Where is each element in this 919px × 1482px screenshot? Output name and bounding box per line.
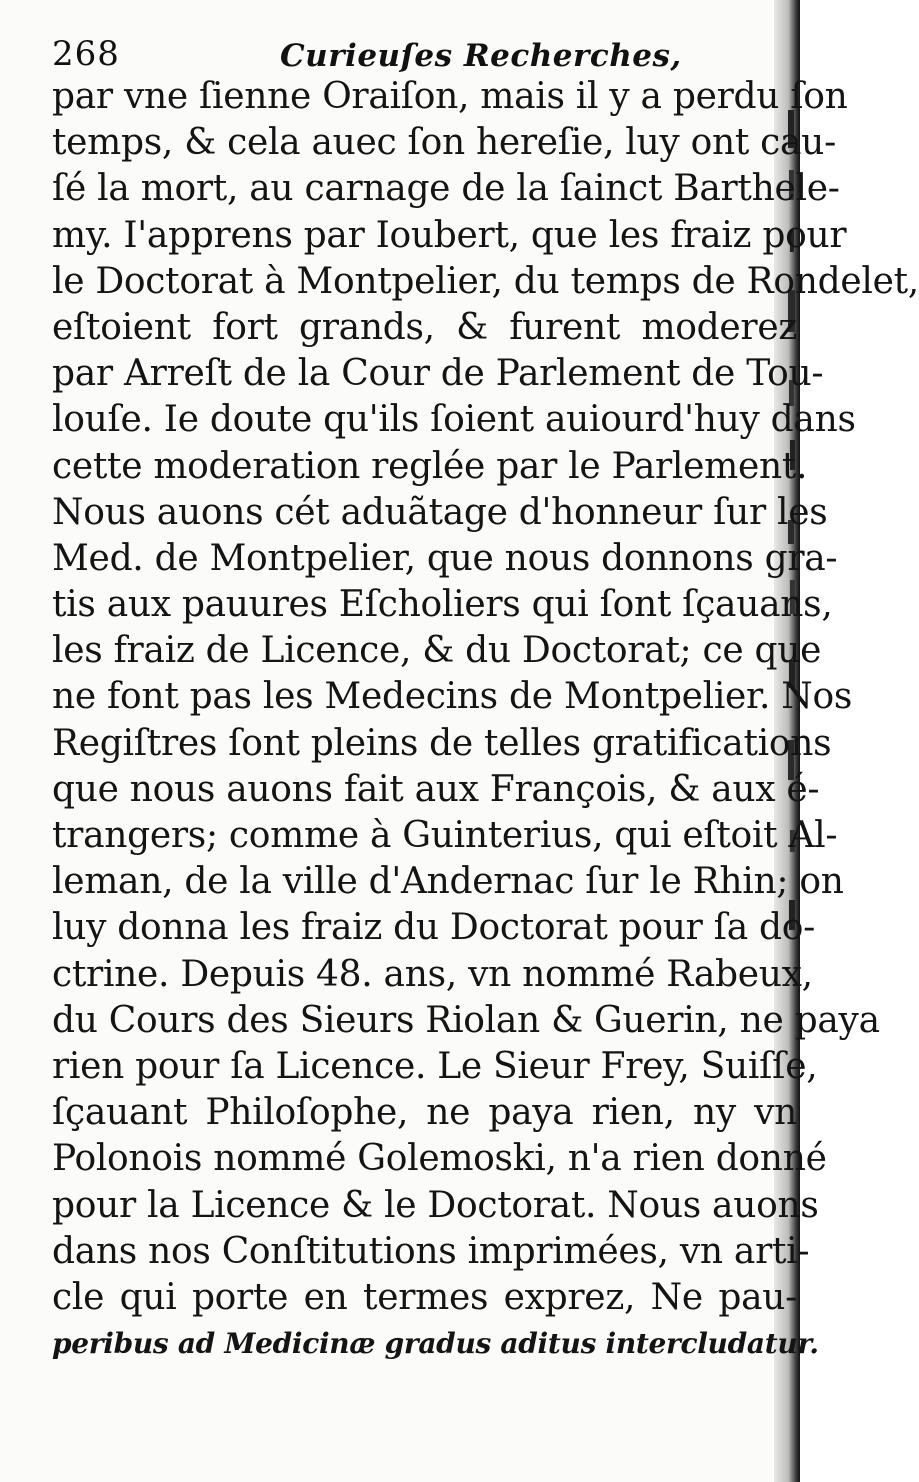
running-title: Curieuſes Recherches, bbox=[280, 38, 682, 74]
text-line: pour la Licence & le Doctorat. Nous auons bbox=[52, 1184, 819, 1226]
text-line: leman, de la ville d'Andernac ſur le Rhin; on bbox=[52, 861, 844, 903]
text-line: ſé la mort, au carnage de la ſainct Barthele- bbox=[52, 168, 840, 210]
text-line: ctrine. Depuis 48. ans, vn nommé Rabeux, bbox=[52, 953, 813, 995]
text-line: Regiſtres ſont pleins de telles gratifications bbox=[52, 722, 832, 764]
text-line: par Arreſt de la Cour de Parlement de Tou- bbox=[52, 353, 824, 395]
text-line: que nous auons fait aux François, & aux é- bbox=[52, 768, 820, 810]
text-line: cle qui porte en termes exprez, Ne pau- bbox=[52, 1276, 797, 1318]
text-line: les fraiz de Licence, & du Doctorat; ce que bbox=[52, 630, 822, 672]
body-text bbox=[52, 74, 919, 1367]
text-line: cette moderation reglée par le Parlement. bbox=[52, 445, 808, 487]
text-line: trangers; comme à Guinterius, qui eſtoit Al- bbox=[52, 815, 838, 856]
text-line: Med. de Montpelier, que nous donnons gra- bbox=[52, 537, 838, 579]
latin-quote-line: peribus ad Medicinæ gradus aditus intercludatur. bbox=[52, 1327, 819, 1361]
text-line: par vne ſienne Oraiſon, mais il y a perdu ſon bbox=[52, 76, 848, 117]
text-line: le Doctorat à Montpelier, du temps de Rondelet, bbox=[52, 260, 919, 302]
page-number: 268 bbox=[52, 34, 120, 74]
text-line: dans nos Conſtitutions imprimées, vn arti- bbox=[52, 1230, 810, 1272]
text-line: Polonois nommé Golemoski, n'a rien donné bbox=[52, 1138, 827, 1180]
text-line: rien pour ſa Licence. Le Sieur Frey, Suiſſe, bbox=[52, 1045, 818, 1087]
text-line: Nous auons cét aduãtage d'honneur ſur les bbox=[52, 491, 828, 533]
text-line: tis aux pauures Eſcholiers qui ſont ſçauans, bbox=[52, 584, 833, 626]
text-line: luy donna les fraiz du Doctorat pour ſa do- bbox=[52, 907, 815, 949]
text-line: ſçauant Philoſophe, ne paya rien, ny vn bbox=[52, 1092, 797, 1134]
text-line: temps, & cela auec ſon hereſie, luy ont cau- bbox=[52, 122, 836, 164]
text-line: du Cours des Sieurs Riolan & Guerin, ne paya bbox=[52, 999, 880, 1041]
text-line: ne font pas les Medecins de Montpelier. Nos bbox=[52, 676, 853, 718]
text-line: eſtoient fort grands, & furent moderez bbox=[52, 306, 797, 348]
text-line: my. I'apprens par Ioubert, que les fraiz pour bbox=[52, 214, 847, 256]
text-line: louſe. Ie doute qu'ils ſoient auiourd'huy dans bbox=[52, 399, 856, 441]
